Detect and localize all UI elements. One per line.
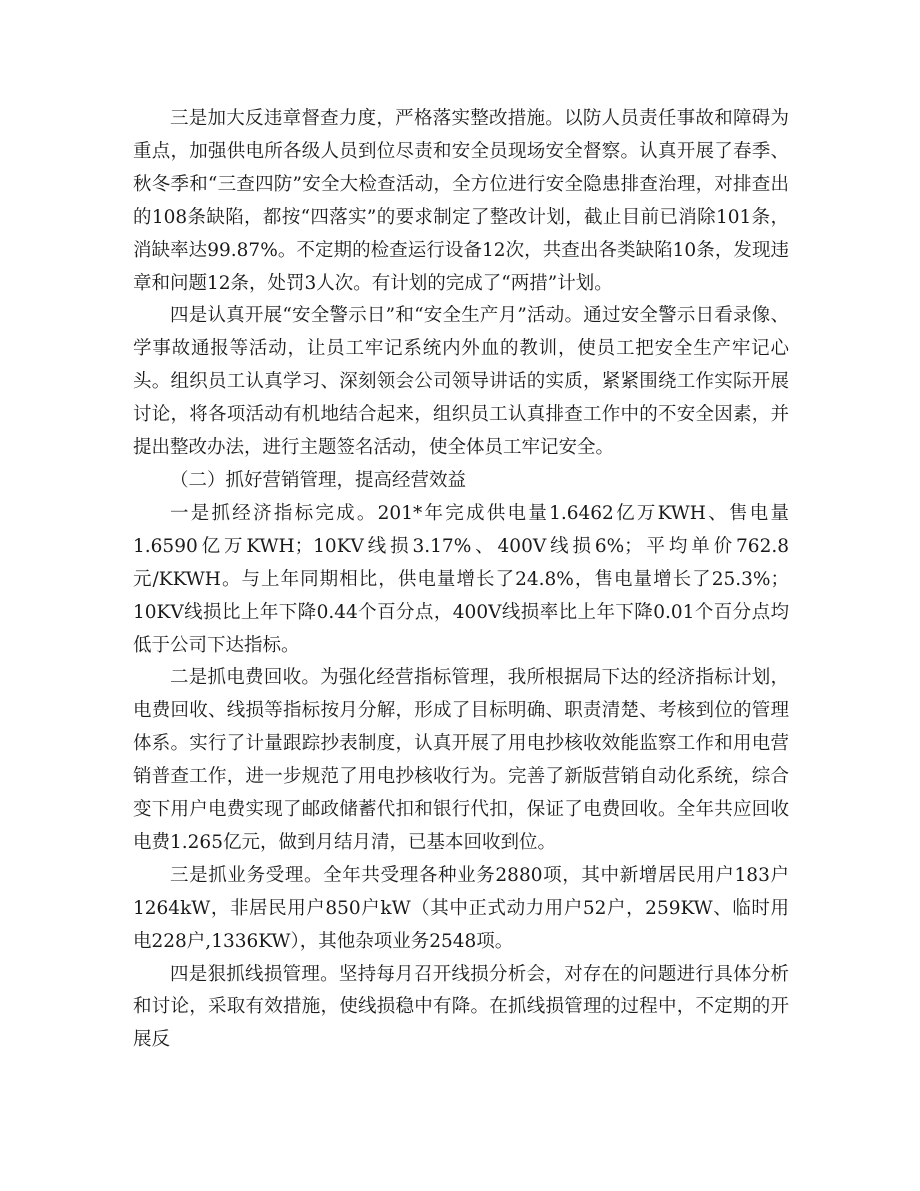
- section-heading-marketing: （二）抓好营销管理，提高经营效益: [170, 469, 467, 491]
- paragraph-fee-collection: 二是抓电费回收。为强化经营指标管理，我所根据局下达的经济指标计划，电费回收、线损等指标按月分解，形成了目标明确、职责清楚、考核到位的管理体系。实行了计量跟踪抄表制度，认真开展了用电抄核收效能监察工作和用电营销普查工作，进一步规范了用电抄核收行为。完善了新版营销自动化系统，综合变下用户电费实现了邮政储蓄代扣和银行代扣，保证了电费回收。全年共应回收电费1.265亿元，做到月结月清，已基本回收到位。: [133, 667, 789, 853]
- paragraph-anti-violation: 三是加大反违章督查力度，严格落实整改措施。以防人员责任事故和障碍为重点，加强供电所各级人员到位尽责和安全员现场安全督察。认真开展了春季、秋冬季和“三查四防”安全大检查活动，全方位进行安全隐患排查治理，对排查出的108条缺陷，都按“四落实”的要求制定了整改计划，截止目前已消除101条，消缺率达99.87%。不定期的检查运行设备12次，共查出各类缺陷10条，发现违章和问题12条，处罚3人次。有计划的完成了“两措”计划。: [133, 108, 789, 294]
- paragraph-line-loss: 四是狠抓线损管理。坚持每月召开线损分析会，对存在的问题进行具体分析和讨论，采取有效措施，使线损稳中有降。在抓线损管理的过程中，不定期的开展反: [133, 963, 789, 1051]
- paragraph-economic-indicators: 一是抓经济指标完成。201*年完成供电量1.6462亿万KWH、售电量1.6590亿万KWH；10KV线损3.17%、400V线损6%；平均单价762.8元/KKWH。与上年同期相比，供电量增长了24.8%，售电量增长了25.3%；10KV线损比上年下降0.44个百分点，400V线损率比上年下降0.01个百分点均低于公司下达指标。: [133, 502, 789, 656]
- paragraph-safety-warning-day: 四是认真开展“安全警示日”和“安全生产月”活动。通过安全警示日看录像、学事故通报等活动，让员工牢记系统内外血的教训，使员工把安全生产牢记心头。组织员工认真学习、深刻领会公司领导讲话的实质，紧紧围绕工作实际开展讨论，将各项活动有机地结合起来，组织员工认真排查工作中的不安全因素，并提出整改办法，进行主题签名活动，使全体员工牢记安全。: [133, 305, 789, 459]
- document-body: [133, 103, 789, 1057]
- paragraph-business-acceptance: 三是抓业务受理。全年共受理各种业务2880项，其中新增居民用户183户1264kW，非居民用户850户kW（其中正式动力用户52户，259KW、临时用电228户,1336KW），其他杂项业务2548项。: [133, 864, 789, 952]
